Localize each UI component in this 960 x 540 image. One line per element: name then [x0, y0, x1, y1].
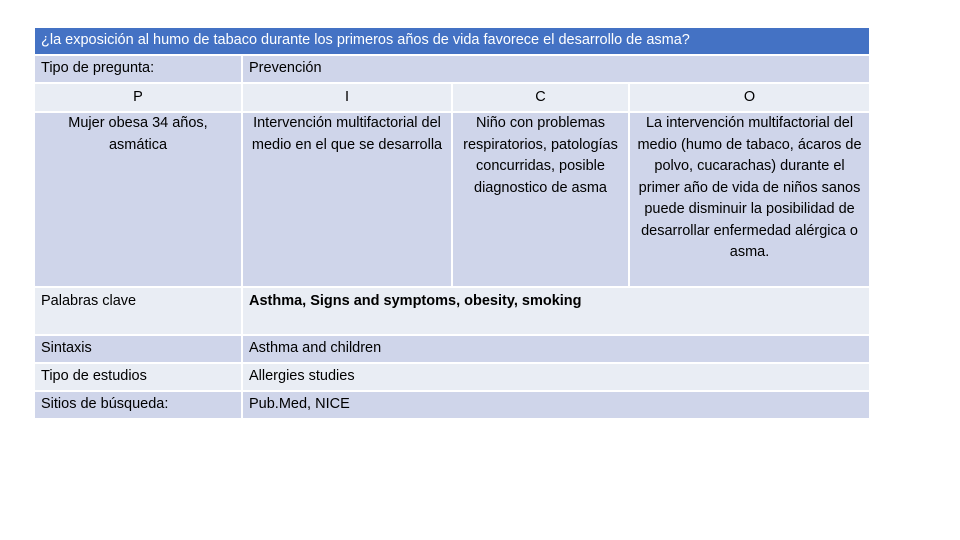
sitios-busqueda-row	[34, 391, 870, 419]
pico-table	[33, 26, 871, 420]
palabras-clave-row	[34, 287, 870, 335]
sintaxis-label: Sintaxis	[34, 335, 242, 363]
question-title: ¿la exposición al humo de tabaco durante los primeros años de vida favorece el desarrollo de asma?	[34, 27, 870, 55]
pico-desc-o: La intervención multifactorial del medio (humo de tabaco, ácaros de polvo, cucarachas) durante el primer año de vida de niños sanos puede disminuir la posibilidad de desarrollar enfermedad alérgica o asma.	[629, 112, 870, 287]
tipo-pregunta-value: Prevención	[242, 55, 870, 83]
tipo-pregunta-label: Tipo de pregunta:	[34, 55, 242, 83]
pico-header-p: P	[34, 83, 242, 112]
tipo-estudios-value: Allergies studies	[242, 363, 870, 391]
pico-header-i: I	[242, 83, 452, 112]
palabras-clave-value-text: Asthma, Signs and symptoms, obesity, smoking	[249, 293, 582, 310]
pico-header-o: O	[629, 83, 870, 112]
sitios-busqueda-value: Pub.Med, NICE	[242, 391, 870, 419]
palabras-clave-value	[242, 287, 870, 335]
title-row	[34, 27, 870, 55]
pico-description-row	[34, 112, 870, 287]
pico-desc-p: Mujer obesa 34 años, asmática	[34, 112, 242, 287]
tipo-pregunta-row	[34, 55, 870, 83]
sintaxis-value: Asthma and children	[242, 335, 870, 363]
palabras-clave-label-text: Palabras clave	[41, 293, 137, 310]
tipo-estudios-row	[34, 363, 870, 391]
tipo-estudios-label: Tipo de estudios	[34, 363, 242, 391]
sintaxis-row	[34, 335, 870, 363]
palabras-clave-label	[34, 287, 242, 335]
pico-header-row	[34, 83, 870, 112]
pico-desc-c: Niño con problemas respiratorios, patologías concurridas, posible diagnostico de asma	[452, 112, 629, 287]
pico-header-c: C	[452, 83, 629, 112]
sitios-busqueda-label: Sitios de búsqueda:	[34, 391, 242, 419]
pico-desc-i: Intervención multifactorial del medio en el que se desarrolla	[242, 112, 452, 287]
